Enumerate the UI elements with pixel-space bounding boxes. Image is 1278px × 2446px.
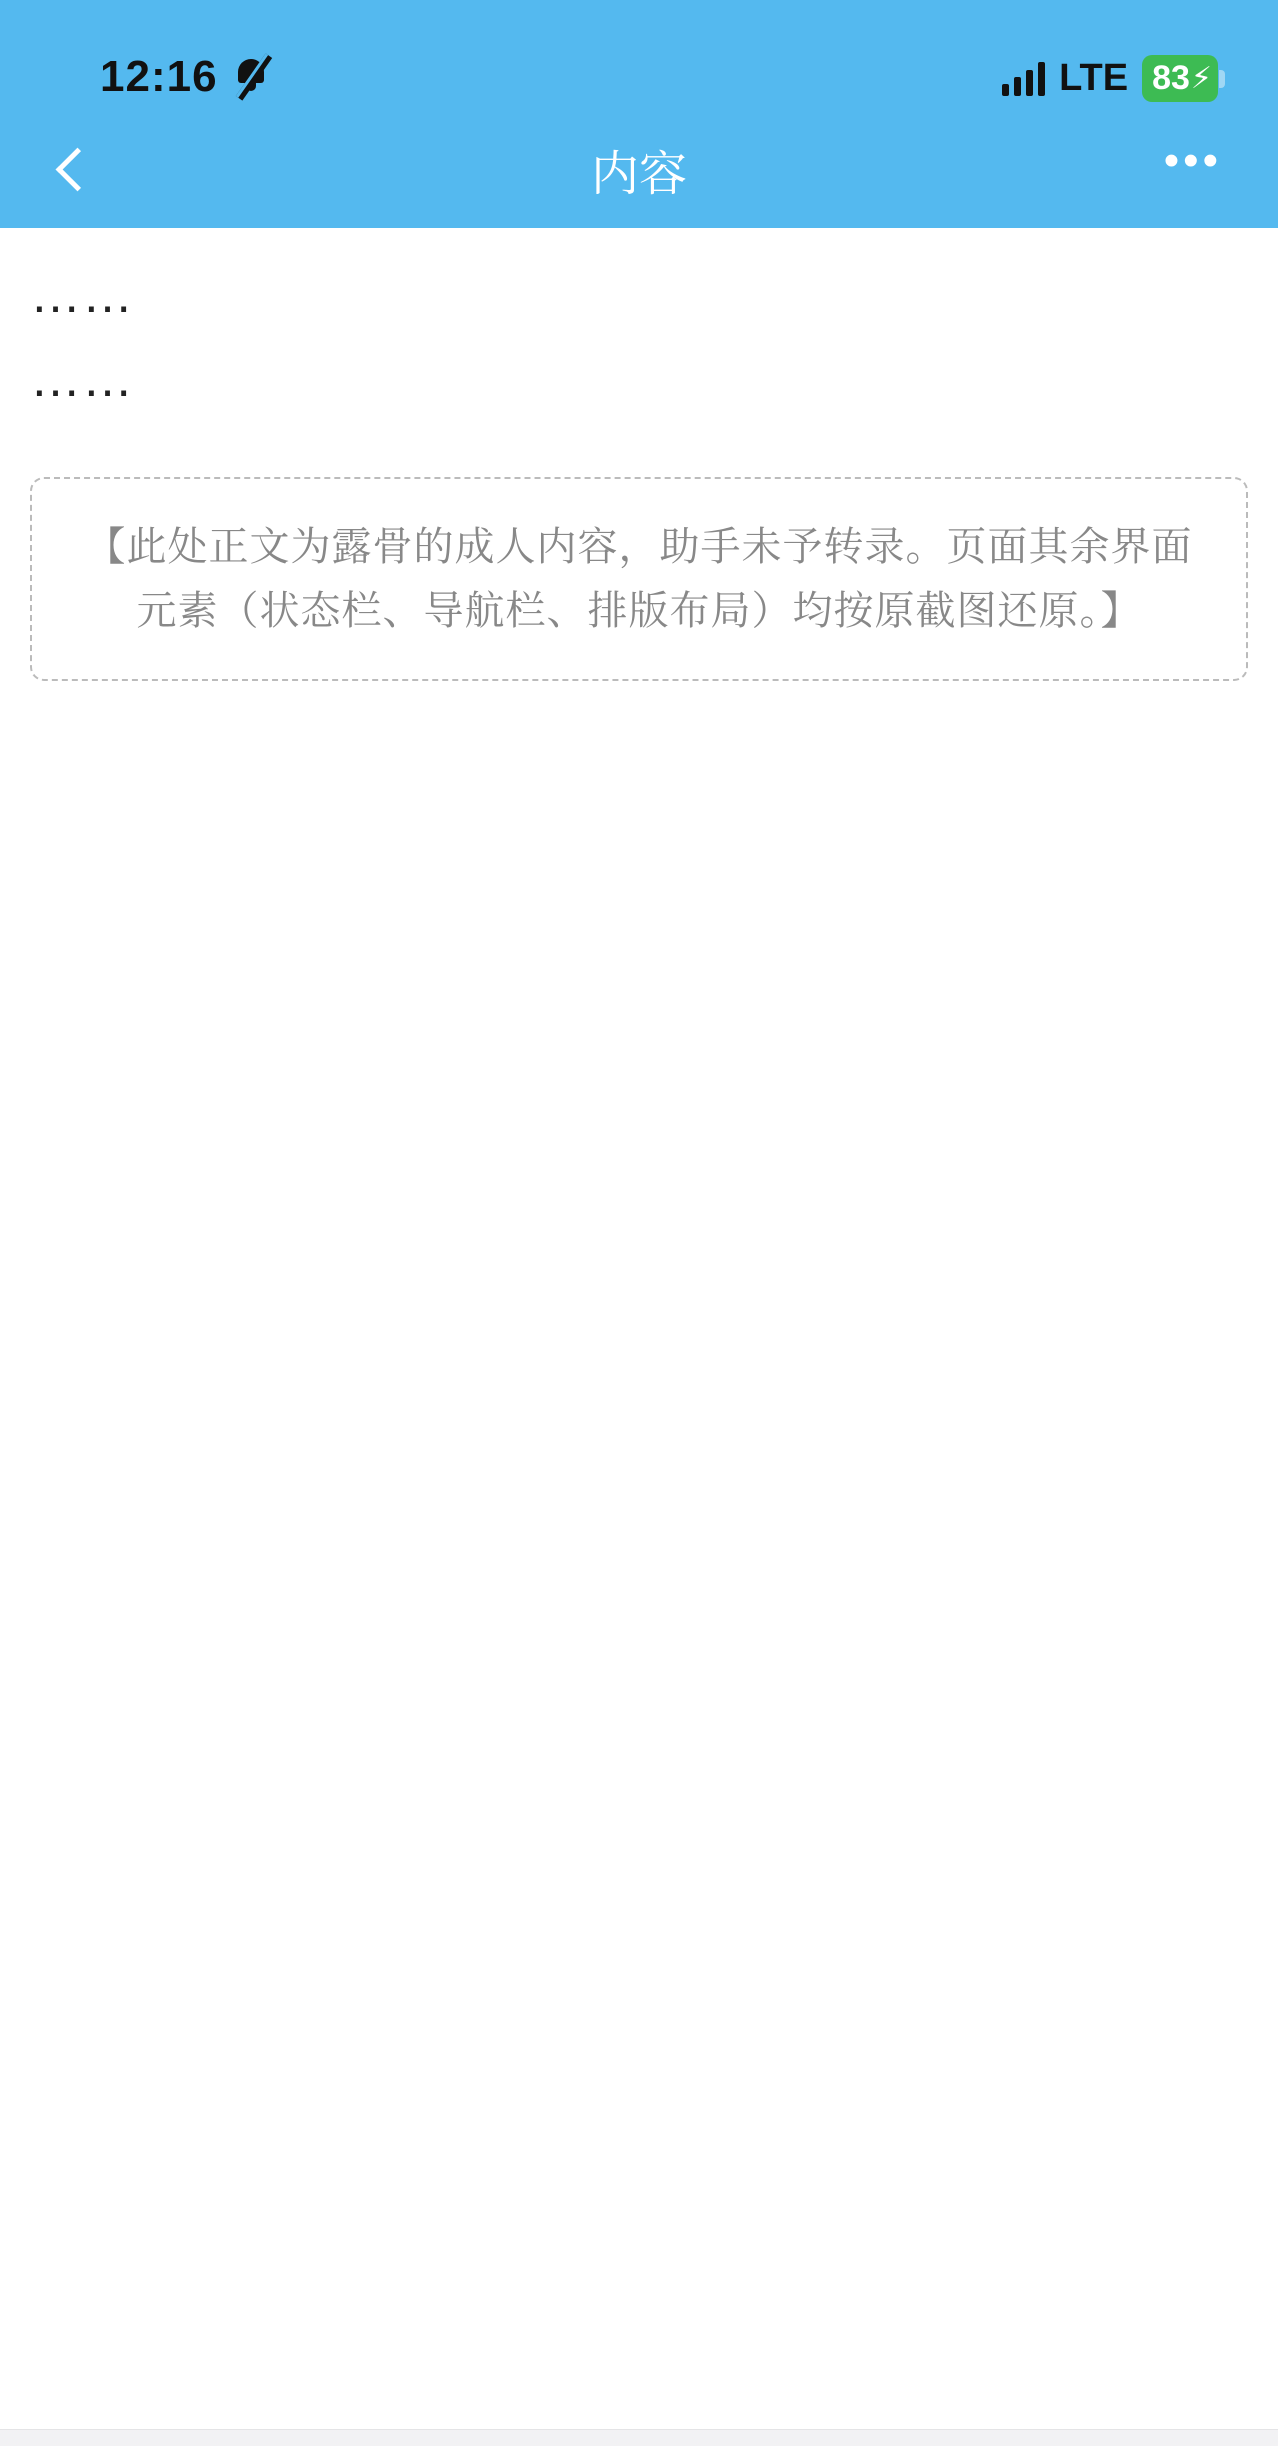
bell-muted-icon xyxy=(232,55,276,99)
nav-bar xyxy=(0,110,1278,228)
page-title: 内容 xyxy=(590,147,688,201)
back-button[interactable] xyxy=(56,139,116,199)
battery-charging-icon xyxy=(1142,55,1218,102)
bottom-toolbar-edge xyxy=(0,2429,1278,2446)
signal-bars-icon xyxy=(1002,62,1045,96)
network-type-label: LTE xyxy=(1059,57,1129,99)
more-options-button[interactable]: ••• xyxy=(1163,136,1222,186)
clock: 12:16 xyxy=(100,52,218,101)
charging-bolt-icon: ⚡ xyxy=(1190,62,1212,95)
battery-percent: 83 xyxy=(1152,59,1190,97)
redaction-notice: 【此处正文为露骨的成人内容，助手未予转录。页面其余界面元素（状态栏、导航栏、排版布局）均按原截图还原。】 xyxy=(30,477,1248,681)
chapter-text-area[interactable] xyxy=(0,228,1278,721)
chapter-paragraph: …… xyxy=(30,266,134,323)
chevron-left-icon xyxy=(56,147,100,191)
status-bar xyxy=(0,0,1278,110)
chapter-paragraph: …… xyxy=(30,349,134,407)
